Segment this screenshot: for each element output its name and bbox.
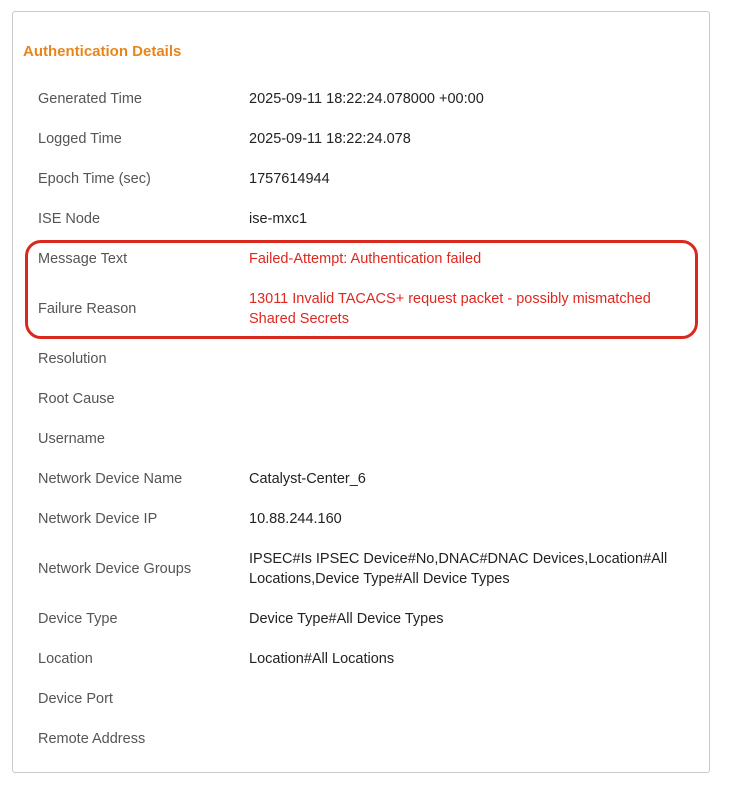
detail-value: 10.88.244.160 [249, 511, 342, 527]
detail-label: Root Cause [38, 391, 115, 407]
detail-value: 2025-09-11 18:22:24.078 [249, 131, 411, 147]
detail-value: ise-mxc1 [249, 211, 308, 227]
failure-reason-value: 13011 Invalid TACACS+ request packet - possibly mismatched Shared Secrets [249, 291, 651, 327]
detail-value: Location#All Locations [249, 651, 395, 667]
detail-label: Location [38, 651, 93, 667]
detail-value: Device Type#All Device Types [249, 611, 444, 627]
authentication-details-panel [12, 11, 710, 773]
section-title: Authentication Details [23, 43, 182, 60]
detail-value: 2025-09-11 18:22:24.078000 +00:00 [249, 91, 484, 107]
error-message-value: Failed-Attempt: Authentication failed [249, 251, 482, 267]
detail-label: Network Device IP [38, 511, 158, 527]
detail-label: Network Device Groups [38, 561, 192, 577]
detail-label: Message Text [38, 251, 128, 267]
detail-label: Remote Address [38, 731, 146, 747]
detail-label: Network Device Name [38, 471, 183, 487]
detail-label: Device Port [38, 691, 113, 707]
detail-value: 1757614944 [249, 171, 330, 187]
detail-label: Resolution [38, 351, 107, 367]
detail-label: Failure Reason [38, 301, 137, 317]
detail-label: Device Type [38, 611, 118, 627]
detail-value: IPSEC#Is IPSEC Device#No,DNAC#DNAC Devices,Location#All Locations,Device Type#All Device Types [249, 551, 668, 587]
detail-label: Generated Time [38, 91, 142, 107]
detail-label: Logged Time [38, 131, 122, 147]
detail-label: ISE Node [38, 211, 101, 227]
detail-label: Username [38, 431, 105, 447]
detail-value: Catalyst-Center_6 [249, 471, 366, 487]
detail-label: Epoch Time (sec) [38, 171, 151, 187]
